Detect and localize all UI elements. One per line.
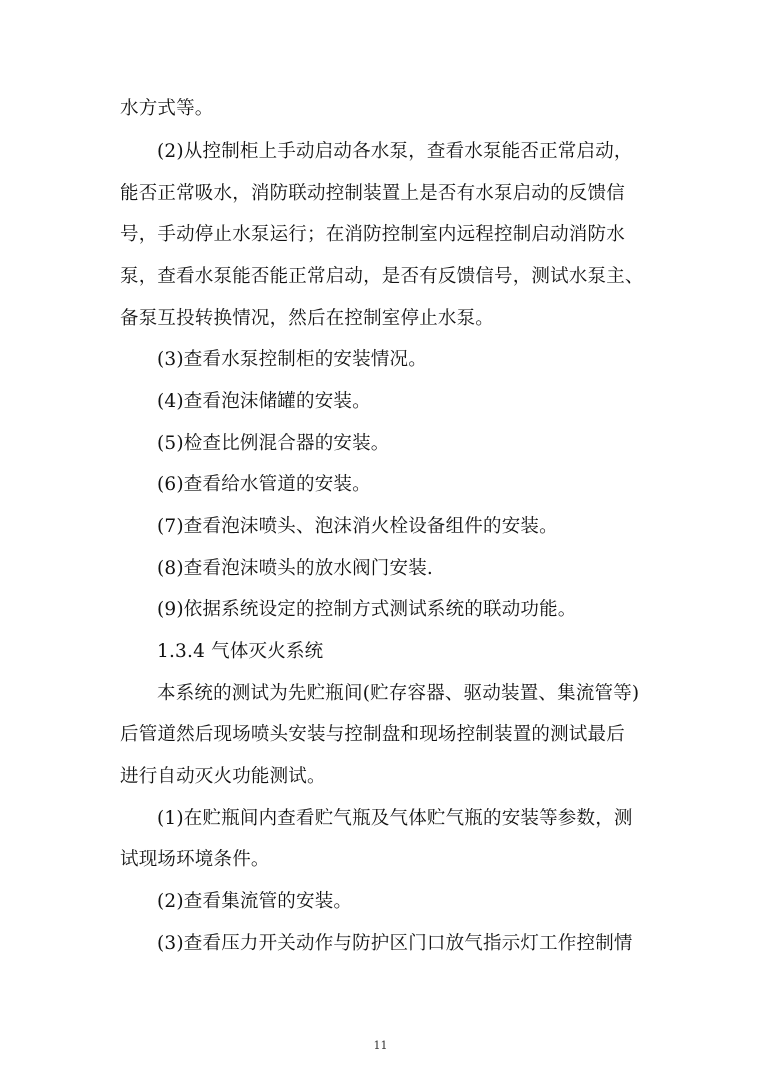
section-heading: 1.3.4 气体灭火系统: [157, 641, 324, 662]
text-line-17: 进行自动灭火功能测试。: [120, 766, 326, 787]
text-line-2: (2)从控制柜上手动启动各水泵，查看水泵能否正常启动，: [157, 141, 633, 162]
text-line-18: (1)在贮瓶间内查看贮气瓶及气体贮气瓶的安装等参数，测: [157, 808, 633, 829]
text-line-8: (4)查看泡沫储罐的安装。: [157, 391, 371, 412]
text-line-3: 能否正常吸水，消防联动控制装置上是否有水泵启动的反馈信: [120, 183, 625, 204]
text-line-1: 水方式等。: [120, 98, 214, 119]
text-line-10: (6)查看给水管道的安装。: [157, 474, 371, 495]
text-line-6: 备泵互投转换情况，然后在控制室停止水泵。: [120, 308, 495, 329]
text-line-12: (8)查看泡沫喷头的放水阀门安装.: [157, 558, 433, 579]
text-line-19: 试现场环境条件。: [120, 849, 270, 870]
text-line-11: (7)查看泡沫喷头、泡沫消火栓设备组件的安装。: [157, 516, 558, 537]
text-line-16: 后管道然后现场喷头安装与控制盘和现场控制装置的测试最后: [120, 724, 625, 745]
text-line-5: 泵，查看水泵能否能正常启动，是否有反馈信号，测试水泵主、: [120, 266, 644, 287]
text-line-4: 号，手动停止水泵运行；在消防控制室内远程控制启动消防水: [120, 224, 625, 245]
text-line-15: 本系统的测试为先贮瓶间(贮存容器、驱动装置、集流管等): [157, 683, 640, 704]
text-line-13: (9)依据系统设定的控制方式测试系统的联动功能。: [157, 599, 577, 620]
page-number: 11: [373, 1039, 388, 1052]
text-line-20: (2)查看集流管的安装。: [157, 891, 353, 912]
text-line-21: (3)查看压力开关动作与防护区门口放气指示灯工作控制情: [157, 933, 633, 954]
text-line-7: (3)查看水泵控制柜的安装情况。: [157, 349, 427, 370]
text-line-9: (5)检查比例混合器的安装。: [157, 433, 390, 454]
